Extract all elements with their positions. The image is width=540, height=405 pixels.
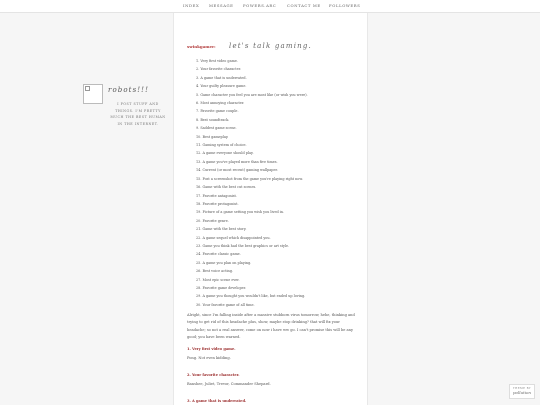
credit-label: THEME BY [512, 387, 532, 390]
question-item: 24. Favorite classic game. [196, 252, 241, 257]
question-item: 8. Best soundtrack. [196, 117, 230, 122]
question-item: 19. Picture of a game setting you wish you lived in. [196, 210, 285, 215]
question-item: 25. A game you plan on playing. [196, 260, 252, 265]
question-item: 13. A game you've played more than five times. [196, 159, 278, 164]
post-author[interactable]: swinkgamer: [187, 44, 216, 49]
nav-message[interactable]: MESSAGE [209, 3, 234, 8]
question-item: 7. Favorite game couple. [196, 109, 239, 114]
nav-index[interactable]: INDEX [183, 3, 200, 8]
theme-credit[interactable] [509, 384, 535, 399]
question-item: 1. Very first video game. [196, 59, 238, 63]
question-item: 17. Favorite antagonist. [196, 193, 237, 198]
question-item: 12. A game everyone should play. [196, 151, 254, 156]
question-item: 29. A game you thought you wouldn't like, but ended up loving. [196, 294, 306, 299]
question-item: 16. Game with the best cut scenes. [196, 185, 257, 190]
question-list [196, 57, 308, 309]
question-item: 18. Favorite protagonist. [196, 201, 239, 206]
blog-name[interactable]: robots!!! [108, 86, 150, 94]
question-item: 21. Game with the best story. [196, 227, 247, 232]
question-item: 3. A game that is underrated. [196, 75, 247, 80]
answer-heading: 2. Your favorite character. [187, 373, 240, 377]
nav-powers[interactable]: POWERS.ARC [243, 3, 277, 8]
question-item: 6. Most annoying character. [196, 101, 245, 106]
post-column [173, 13, 368, 405]
answer-heading: 3. A game that is underrated. [187, 399, 247, 403]
question-item: 11. Gaming system of choice. [196, 143, 247, 148]
credit-author: pollution [513, 390, 531, 395]
question-item: 27. Most epic scene ever. [196, 277, 240, 282]
blog-description: I POST STUFF AND THINGS. I'M PRETTY MUCH THE BEST HUMAN IN THE INTERNET. [110, 102, 166, 126]
question-item: 26. Best voice acting. [196, 269, 233, 274]
post-intro: Alright, since I'm falling inside after a massive stubborn virus tomorrow, hehe, thinking and trying to get rid of this headache plus, show, maybe stop drinking? that will fix your headache; so not a real answer, come on now i have ww go. I can't promise this will be any good; you have been warned. [187, 313, 355, 340]
answer-heading: 1. Very first video game. [187, 347, 236, 351]
question-item: 28. Favorite game developer. [196, 285, 246, 290]
answer-text: Banshee, Juliet, Trevor, Commander Shepard. [187, 382, 271, 386]
question-item: 10. Best gameplay. [196, 134, 229, 139]
question-item: 9. Saddest game scene. [196, 126, 237, 131]
nav-contact[interactable]: CONTACT ME [287, 3, 321, 8]
top-navigation [0, 0, 540, 13]
question-item: 20. Favorite genre. [196, 218, 229, 223]
nav-followers[interactable]: FOLLOWERS [329, 3, 361, 8]
answer-text: Pong. Not even kidding. [187, 356, 231, 360]
question-item: 14. Current (or most recent) gaming wallpaper. [196, 168, 278, 173]
question-item: 5. Game character you feel you are most like (or wish you were). [196, 92, 308, 97]
question-item: 23. Game you think had the best graphics or art style. [196, 243, 290, 248]
avatar[interactable] [83, 84, 103, 104]
broken-image-icon [85, 86, 90, 91]
post-title[interactable]: let's talk gaming. [229, 42, 312, 50]
question-item: 2. Your favorite character. [196, 67, 241, 72]
question-item: 30. Your favorite game of all time. [196, 302, 255, 307]
question-item: 4. Your guilty pleasure game. [196, 84, 247, 89]
question-item: 15. Post a screenshot from the game you're playing right now. [196, 176, 303, 181]
question-item: 22. A game sequel which disappointed you. [196, 235, 271, 240]
